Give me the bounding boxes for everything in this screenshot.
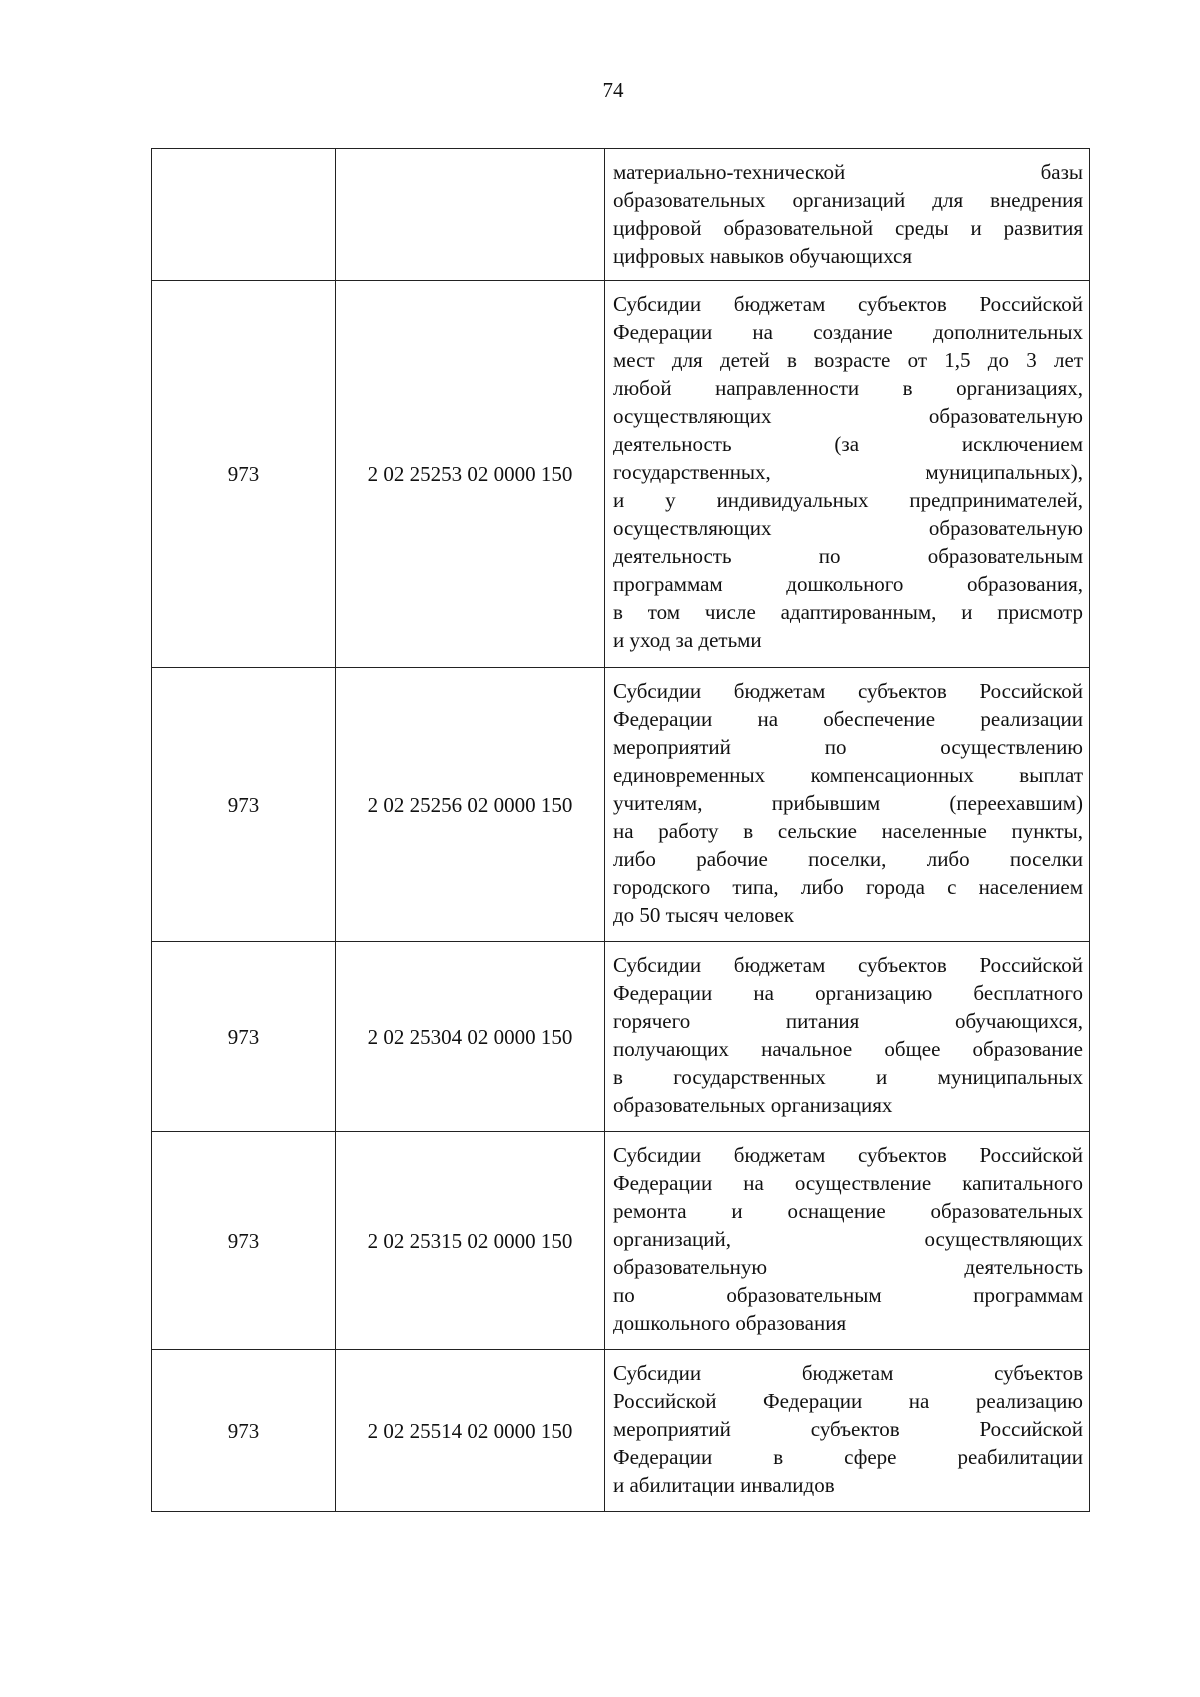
description-line: по образовательным программам	[613, 1283, 1083, 1307]
description-line: на работу в сельские населенные пункты,	[613, 819, 1083, 843]
description-line: до 50 тысяч человек	[613, 903, 794, 927]
description-line: Федерации на создание дополнительных	[613, 320, 1083, 344]
description-line: и уход за детьми	[613, 628, 762, 652]
description-line: Федерации в сфере реабилитации	[613, 1445, 1083, 1469]
budget-code-cell: 2 02 25315 02 0000 150	[336, 1132, 605, 1350]
description-line: мест для детей в возрасте от 1,5 до 3 лет	[613, 348, 1083, 372]
admin-code-cell: 973	[152, 1350, 336, 1512]
description-line: Федерации на обеспечение реализации	[613, 707, 1083, 731]
description-line: учителям, прибывшим (переехавшим)	[613, 791, 1083, 815]
description-line: Федерации на осуществление капитального	[613, 1171, 1083, 1195]
description-cell	[605, 1132, 1090, 1350]
description-cell	[605, 668, 1090, 942]
table-row	[152, 149, 1090, 281]
description-line: городского типа, либо города с населением	[613, 875, 1083, 899]
description-line: Российской Федерации на реализацию	[613, 1389, 1083, 1413]
description-line: Субсидии бюджетам субъектов	[613, 1361, 1083, 1385]
table-row	[152, 281, 1090, 668]
description-line: образовательных организаций для внедрения	[613, 188, 1083, 212]
description-line: дошкольного образования	[613, 1311, 847, 1335]
description-cell	[605, 1350, 1090, 1512]
budget-code-cell: 2 02 25256 02 0000 150	[336, 668, 605, 942]
description-line: получающих начальное общее образование	[613, 1037, 1083, 1061]
description-line: мероприятий по осуществлению	[613, 735, 1083, 759]
description-cell	[605, 942, 1090, 1132]
description-line: Субсидии бюджетам субъектов Российской	[613, 953, 1083, 977]
description-line: и у индивидуальных предпринимателей,	[613, 488, 1083, 512]
table-row	[152, 942, 1090, 1132]
description-line: государственных, муниципальных),	[613, 460, 1083, 484]
description-line: осуществляющих образовательную	[613, 404, 1083, 428]
description-line: образовательных организациях	[613, 1093, 893, 1117]
description-line: программам дошкольного образования,	[613, 572, 1083, 596]
description-line: единовременных компенсационных выплат	[613, 763, 1083, 787]
description-line: мероприятий субъектов Российской	[613, 1417, 1083, 1441]
description-line: деятельность по образовательным	[613, 544, 1083, 568]
description-line: ремонта и оснащение образовательных	[613, 1199, 1083, 1223]
description-line: цифровой образовательной среды и развития	[613, 216, 1083, 240]
description-line: деятельность (за исключением	[613, 432, 1083, 456]
description-line: Субсидии бюджетам субъектов Российской	[613, 679, 1083, 703]
budget-code-cell: 2 02 25304 02 0000 150	[336, 942, 605, 1132]
description-line: Субсидии бюджетам субъектов Российской	[613, 1143, 1083, 1167]
admin-code-cell: 973	[152, 1132, 336, 1350]
description-line: горячего питания обучающихся,	[613, 1009, 1083, 1033]
admin-code-cell: 973	[152, 281, 336, 668]
table-row	[152, 668, 1090, 942]
description-line: материально-технической базы	[613, 160, 1083, 184]
description-line: и абилитации инвалидов	[613, 1473, 835, 1497]
table-row	[152, 1350, 1090, 1512]
admin-code-cell: 973	[152, 668, 336, 942]
description-line: любой направленности в организациях,	[613, 376, 1083, 400]
budget-classification-table	[151, 148, 1090, 1512]
description-line: либо рабочие поселки, либо поселки	[613, 847, 1083, 871]
description-line: в государственных и муниципальных	[613, 1065, 1083, 1089]
description-line: осуществляющих образовательную	[613, 516, 1083, 540]
budget-code-cell	[336, 149, 605, 281]
admin-code-cell: 973	[152, 942, 336, 1132]
description-cell	[605, 281, 1090, 668]
page-number: 74	[602, 78, 624, 102]
description-line: в том числе адаптированным, и присмотр	[613, 600, 1083, 624]
table-row	[152, 1132, 1090, 1350]
description-line: цифровых навыков обучающихся	[613, 244, 912, 268]
admin-code-cell	[152, 149, 336, 281]
budget-code-cell: 2 02 25253 02 0000 150	[336, 281, 605, 668]
description-line: Федерации на организацию бесплатного	[613, 981, 1083, 1005]
description-line: организаций, осуществляющих	[613, 1227, 1083, 1251]
description-cell	[605, 149, 1090, 281]
budget-code-cell: 2 02 25514 02 0000 150	[336, 1350, 605, 1512]
description-line: Субсидии бюджетам субъектов Российской	[613, 292, 1083, 316]
description-line: образовательную деятельность	[613, 1255, 1083, 1279]
